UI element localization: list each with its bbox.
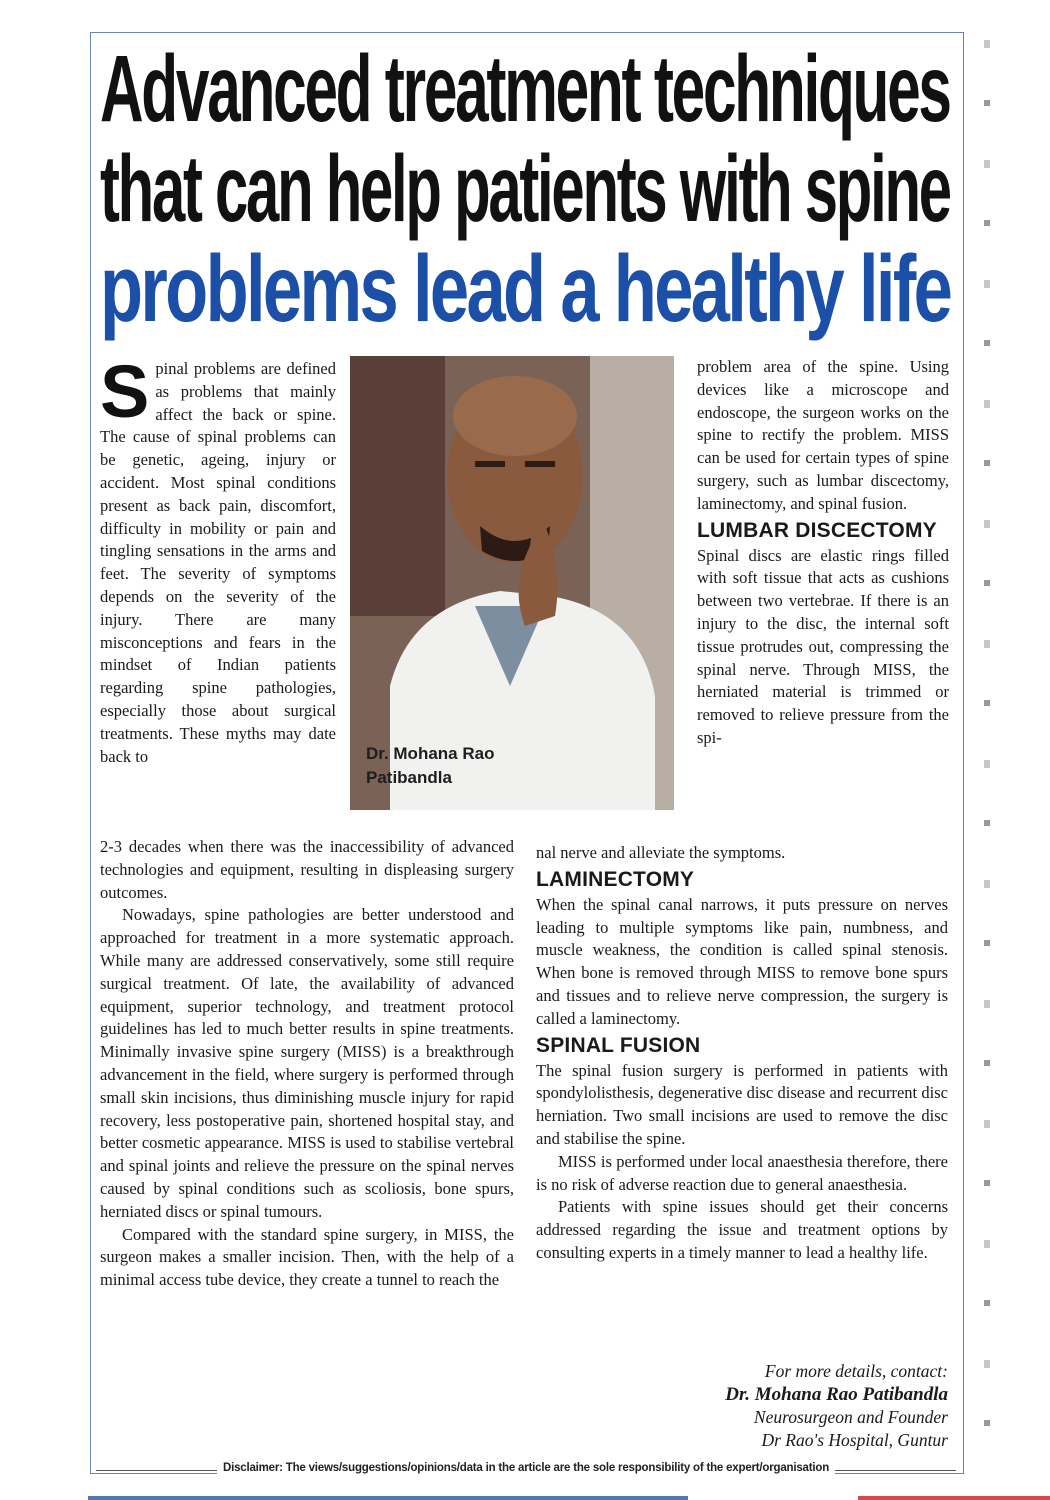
column-1-bottom	[100, 836, 514, 1292]
anaesthesia-paragraph: MISS is performed under local anaesthesia therefore, there is no risk of adverse reaction due to general anaesthesia.	[536, 1151, 948, 1194]
myths-continuation-paragraph: 2-3 decades when there was the inaccessibility of advanced technologies and equipment, resulting in displeasing surgery outcomes.	[100, 837, 514, 902]
contact-title: Neurosurgeon and Founder	[753, 1407, 948, 1427]
caption-line-1: Dr. Mohana Rao	[366, 744, 495, 763]
headline	[100, 30, 960, 341]
laminectomy-paragraph: When the spinal canal narrows, it puts pressure on nerves leading to multiple symptoms like pain, numbness, and muscle weakness, the condition is called spinal stenosis. When bone is removed through MISS to remove bone spurs and tissues and to relieve nerve compression, the surgery is called a laminectomy.	[536, 894, 948, 1028]
miss-overview-paragraph: problem area of the spine. Using devices like a microscope and endoscope, the surgeon works on the spine to rectify the problem. MISS can be used for certain types of spine surgery, such as lumbar discectomy, laminectomy, and spinal fusion.	[697, 357, 949, 513]
photo-caption	[366, 742, 566, 790]
adjacent-page-edge	[984, 40, 990, 1480]
disclaimer	[96, 1462, 956, 1474]
column-1-top	[100, 350, 336, 768]
lumbar-continuation: nal nerve and alleviate the symptoms.	[536, 843, 786, 862]
subhead-laminectomy: LAMINECTOMY	[536, 867, 695, 891]
lumbar-discectomy-paragraph: Spinal discs are elastic rings filled with soft tissue that acts as cushions between two vertebrae. If there is an injury to the disc, the internal soft tissue protrudes out, compressing the spinal nerve. Through MISS, the herniated material is trimmed or removed to relieve pressure from the spi-	[697, 545, 949, 747]
bottom-red-bar	[858, 1496, 1050, 1500]
drop-cap: S	[100, 350, 150, 433]
headline-line-3: problems lead a healthy life	[100, 235, 951, 341]
nowadays-paragraph: Nowadays, spine pathologies are better understood and approached for treatment in a more systematic approach. While many are addressed conservatively, some still require surgical treatment. Of late, the availability of advanced equipment, superior technology, and treatment protocol guidelines has led to much better results in spine treatments. Minimally invasive spine surgery (MISS) is a breakthrough advancement in the field, where surgery is performed through small skin incisions, thus diminishing muscle injury for rapid recovery, less postoperative pain, shortened hospital stay, and better cosmetic appearance. MISS is used to stabilise vertebral and spinal joints and relieve the pressure on the spinal nerves caused by spinal conditions such as scoliosis, bone spurs, herniated discs or spinal tumours.	[100, 905, 514, 1221]
disclaimer-text: Disclaimer: The views/suggestions/opinions/data in the article are the sole responsibility of the expert/organisation	[217, 1462, 835, 1474]
intro-text: pinal problems are defined as problems that mainly affect the back or spine. The cause of spinal problems can be genetic, ageing, injury or accident. Most spinal conditions present as back pain, discomfort, difficulty in mobility or pain and tingling sensations in the arms and feet. The severity of symptoms depends on the severity of the injury. There are many misconceptions and fears in the mindset of Indian patients regarding spine pathologies, especially those about surgical treatments. These myths may date back to	[100, 359, 336, 766]
contact-block	[560, 1360, 948, 1452]
caption-line-2: Patibandla	[366, 768, 452, 787]
contact-intro: For more details, contact:	[764, 1361, 948, 1381]
column-2	[536, 842, 948, 1265]
column-3	[697, 356, 949, 750]
headline-line-2: that can help patients with spine	[100, 135, 950, 241]
subhead-lumbar-discectomy: LUMBAR DISCECTOMY	[697, 518, 937, 542]
intro-paragraph	[100, 350, 336, 768]
headline-line-1: Advanced treatment techniques	[100, 35, 950, 141]
contact-name: Dr. Mohana Rao Patibandla	[725, 1384, 948, 1405]
bottom-blue-bar	[88, 1496, 688, 1500]
subhead-spinal-fusion: SPINAL FUSION	[536, 1033, 701, 1057]
patients-paragraph: Patients with spine issues should get their concerns addressed regarding the issue and treatment options by consulting experts in a timely manner to lead a healthy life.	[536, 1197, 948, 1262]
doctor-photo	[350, 356, 674, 810]
compared-paragraph: Compared with the standard spine surgery, in MISS, the surgeon makes a smaller incision. Then, with the help of a minimal access tube device, they create a tunnel to reach the	[100, 1224, 514, 1290]
spinal-fusion-paragraph: The spinal fusion surgery is performed in patients with spondylolisthesis, degenerative disc disease and recurrent disc herniation. Two small incisions are used to remove the disc and stabilise the spine.	[536, 1060, 948, 1148]
contact-hospital: Dr Rao's Hospital, Guntur	[761, 1430, 948, 1450]
